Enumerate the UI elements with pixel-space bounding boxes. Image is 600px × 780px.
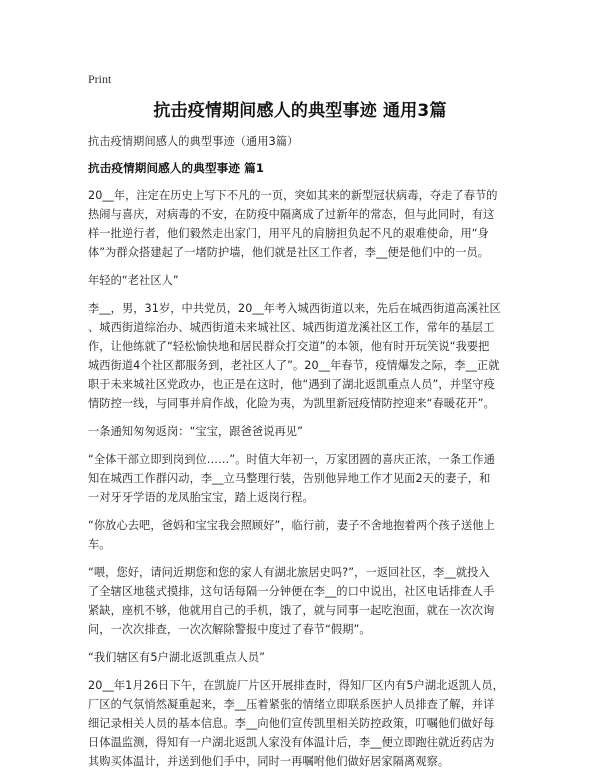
paragraph-line: 了全辖区地毯式摸排，这句话每隔一分钟便在李__的口中说出，社区电话排查人手 <box>88 585 495 598</box>
paragraph-line: “你放心去吧，爸妈和宝宝我会照顾好”，临行前，妻子不舍地抱着两个孩子送他上 <box>88 519 495 532</box>
paragraph <box>88 299 520 413</box>
paragraph-line: 、城西街道综治办、城西街道未来城社区、城西街道龙溪社区工作，常年的基层工 <box>88 321 495 334</box>
paragraph <box>88 271 520 290</box>
paragraph-line: 车。 <box>88 538 111 551</box>
paragraph-line: “全体干部立即到岗到位……”。时值大年初一，万家团圆的喜庆正浓，一条工作通 <box>88 453 495 466</box>
paragraph-line: 20__年，注定在历史上写下不凡的一页，突如其来的新型冠状病毒，夺走了春节的 <box>88 189 498 202</box>
paragraph <box>88 516 520 554</box>
paragraph <box>88 648 520 667</box>
paragraph-line: 一对牙牙学语的龙凤胎宝宝，踏上返岗行程。 <box>88 491 314 504</box>
section-heading: 抗击疫情期间感人的典型事迹 篇1 <box>88 161 265 175</box>
paragraph <box>88 422 520 441</box>
paragraph-line: 一条通知匆匆返岗：“宝宝，跟爸爸说再见” <box>88 425 303 438</box>
paragraph-line: 热闹与喜庆，对病毒的不安，在防疫中隔离成了过新年的常态，但与此同时，有这 <box>88 208 495 221</box>
paragraph <box>88 676 520 771</box>
paragraph-line: 体”为群众搭建起了一堵防护墙，他们就是社区工作者，李__便是他们中的一员。 <box>88 246 490 259</box>
paragraph-line: “我们辖区有5户湖北返凯重点人员” <box>88 651 266 664</box>
paragraph-line: 职于未来城社区党政办，也正是在这时，他“遇到了湖北返凯重点人员”，并坚守疫 <box>88 378 495 391</box>
paragraph-line: 作，让他练就了“轻松愉快地和居民群众打交道”的本领，他有时开玩笑说“我要把 <box>88 340 490 353</box>
paragraph <box>88 450 520 507</box>
print-link[interactable]: Print <box>88 72 112 86</box>
paragraph-line: 日体温监测，得知有一户湖北返凯人家没有体温计后，李__便立即跑往就近药店为 <box>88 736 495 749</box>
paragraph-line: 紧缺，座机不够，他就用自己的手机，饿了，就与同事一起吃泡面，就在一次次询 <box>88 604 495 617</box>
paragraph-line: 李__，男，31岁，中共党员，20__年考入城西街道以来，先后在城西街道高溪社区 <box>88 302 501 315</box>
paragraph-line: 细记录相关人员的基本信息。李__向他们宣传凯里相关防控政策，叮嘱他们做好每 <box>88 717 495 730</box>
document-body <box>88 132 520 780</box>
paragraph-line: 样一批逆行者，他们毅然走出家门，用平凡的肩膀担负起不凡的艰难使命，用“身 <box>88 227 489 240</box>
document-subtitle: 抗击疫情期间感人的典型事迹（通用3篇） <box>88 135 299 148</box>
paragraph-line: 其购买体温计，并送到他们手中，同时一再嘱咐他们做好居家隔离观察。 <box>88 755 450 768</box>
paragraph-line: 问，一次次排查，一次次解除警报中度过了春节“假期”。 <box>88 623 371 636</box>
paragraph-line: 年轻的“老社区人” <box>88 274 179 287</box>
paragraph-line: 情防控一线，与同事并肩作战，化险为夷，为凯里新冠疫情防控迎来“春暖花开”。 <box>88 397 495 410</box>
paragraph-line: 20__年1月26日下午，在凯旋厂片区开展排查时，得知厂区内有5户湖北返凯人员， <box>88 679 504 692</box>
paragraph-line: 厂区的气氛悄然凝重起来，李__压着紧张的情绪立即联系医护人员排查了解，并详 <box>88 698 495 711</box>
document-title: 抗击疫情期间感人的典型事迹 通用3篇 <box>153 101 447 121</box>
paragraph-line: 知在城西工作群闪动，李__立马整理行装，告别他异地工作才见面2天的妻子，和 <box>88 472 491 485</box>
paragraph-line: 城西街道4个社区都服务到，老社区人了”。20__年春节，疫情爆发之际，李__正就 <box>88 359 500 372</box>
paragraph-line: “喂，您好，请问近期您和您的家人有湖北旅居史吗?”，一返回社区，李__就投入 <box>88 566 490 579</box>
paragraph <box>88 563 520 639</box>
paragraph <box>88 186 520 262</box>
